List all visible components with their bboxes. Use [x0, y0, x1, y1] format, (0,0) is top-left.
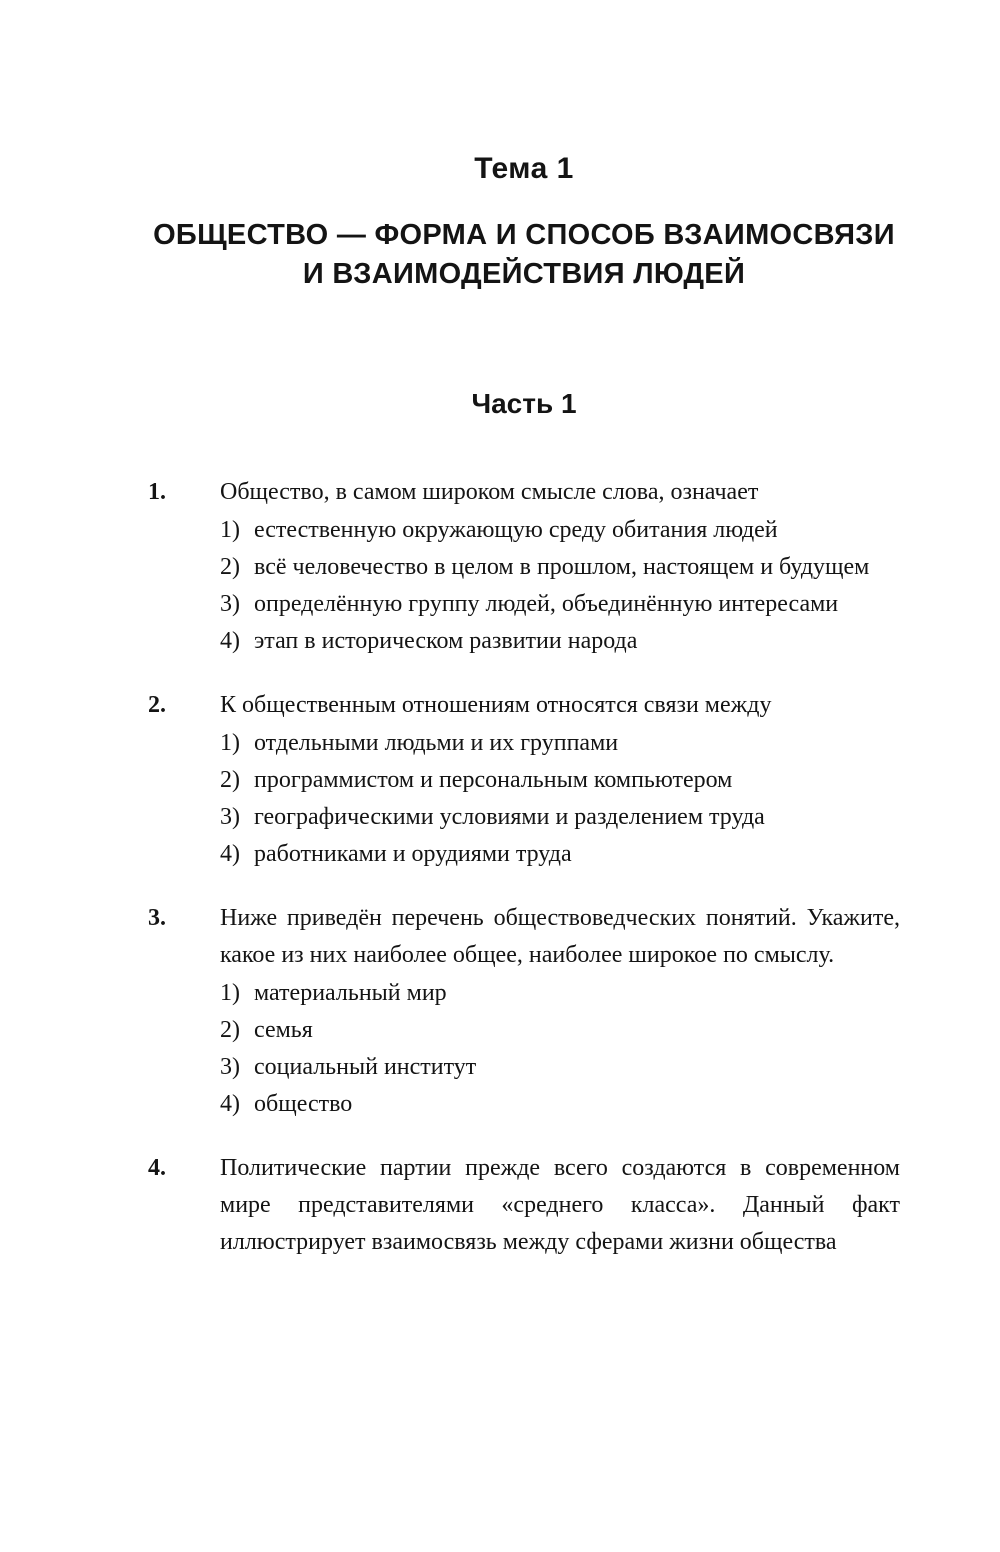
option-text: естественную окружающую среду обитания людей	[254, 516, 778, 543]
question-body	[220, 1150, 900, 1261]
question-number: 2.	[148, 691, 166, 718]
answer-option	[220, 1012, 900, 1049]
answer-option	[220, 623, 900, 660]
answer-option	[220, 549, 900, 586]
question-text: К общественным отношениям относятся связи между	[220, 691, 772, 718]
answer-options	[220, 512, 900, 660]
option-marker: 2)	[220, 553, 240, 580]
option-marker: 3)	[220, 1053, 240, 1080]
page-title: ОБЩЕСТВО — ФОРМА И СПОСОБ ВЗАИМОСВЯЗИ И ВЗАИМОДЕЙСТВИЯ ЛЮДЕЙ	[153, 219, 895, 290]
option-marker: 4)	[220, 627, 240, 654]
answer-option	[220, 975, 900, 1012]
question-number: 3.	[148, 904, 166, 931]
option-text: материальный мир	[254, 979, 447, 1006]
option-text: программистом и персональным компьютером	[254, 766, 733, 793]
option-marker: 3)	[220, 590, 240, 617]
question-list	[148, 474, 900, 1261]
question-number: 4.	[148, 1154, 166, 1181]
answer-option	[220, 1086, 900, 1123]
option-text: работниками и орудиями труда	[254, 840, 572, 867]
option-text: географическими условиями и разделением труда	[254, 803, 765, 830]
question-text: Политические партии прежде всего создаются в современном мире представителями «среднего класса». Данный факт иллюстрирует взаимосвязь между сферами жизни общества	[220, 1154, 900, 1255]
option-marker: 4)	[220, 840, 240, 867]
answer-options	[220, 725, 900, 873]
answer-option	[220, 725, 900, 762]
question-item-1	[148, 474, 900, 660]
question-body	[220, 687, 900, 873]
part-label: Часть 1	[471, 387, 577, 419]
answer-option	[220, 586, 900, 623]
question-item-4	[148, 1150, 900, 1261]
question-text: Общество, в самом широком смысле слова, означает	[220, 478, 759, 505]
option-text: отдельными людьми и их группами	[254, 729, 619, 756]
answer-option	[220, 762, 900, 799]
question-item-3	[148, 900, 900, 1123]
option-text: общество	[254, 1090, 353, 1117]
option-marker: 1)	[220, 729, 240, 756]
theme-label: Тема 1	[474, 152, 574, 185]
option-marker: 4)	[220, 1090, 240, 1117]
question-text: Ниже приведён перечень обществоведческих понятий. Укажите, какое из них наиболее общее, наиболее широкое по смыслу.	[220, 904, 900, 968]
answer-option	[220, 512, 900, 549]
option-marker: 2)	[220, 1016, 240, 1043]
answer-option	[220, 799, 900, 836]
option-text: всё человечество в целом в прошлом, настоящем и будущем	[254, 553, 870, 580]
option-text: семья	[254, 1016, 313, 1043]
question-body	[220, 900, 900, 1123]
page-header	[148, 152, 900, 294]
option-marker: 1)	[220, 516, 240, 543]
answer-options	[220, 975, 900, 1123]
option-marker: 1)	[220, 979, 240, 1006]
option-marker: 2)	[220, 766, 240, 793]
question-number: 1.	[148, 478, 166, 505]
answer-option	[220, 1049, 900, 1086]
option-marker: 3)	[220, 803, 240, 830]
question-item-2	[148, 687, 900, 873]
option-text: определённую группу людей, объединённую интересами	[254, 590, 839, 617]
option-text: социальный институт	[254, 1053, 477, 1080]
answer-option	[220, 836, 900, 873]
question-body	[220, 474, 900, 660]
option-text: этап в историческом развитии народа	[254, 627, 638, 654]
